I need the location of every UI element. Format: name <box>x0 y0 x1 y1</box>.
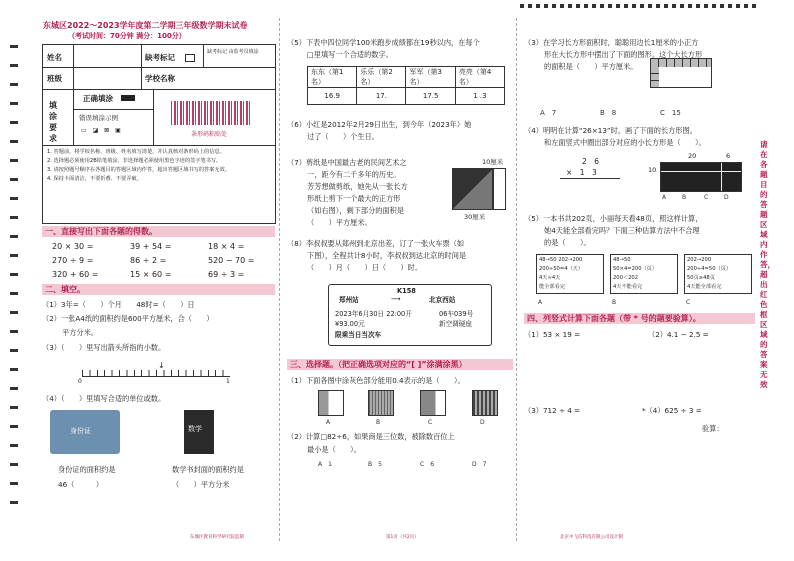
arrow-right-icon: ⟶ <box>391 295 401 303</box>
exam-subtitle: （考试时间：70分钟 满分：100分） <box>68 32 186 40</box>
section3-heading: 三、选择题。（把正确选项对应的“[ ]”涂满涂黑） <box>287 359 513 370</box>
math-item: 320 + 60 = <box>52 270 99 279</box>
fill-q2a: （2）一张A4纸的面积约是600平方厘米，合（ ） <box>42 314 214 323</box>
name-label: 姓名 <box>47 53 62 62</box>
note-line: 1. 答题前，将学校名称、班级、姓名填写清楚，并认真核对条形码上的信息。 <box>47 149 225 155</box>
option-b[interactable]: B <box>682 194 687 201</box>
dim-top-label: 10厘米 <box>482 158 504 166</box>
dim-bottom-label: 30厘米 <box>464 213 486 221</box>
estimate-card: 48→50 50×4=200（页） 200＜202 4天不能看完 <box>610 254 678 294</box>
note-line: 2. 选择题必须使用2B铅笔填涂，非选择题必须使用黑色字迹的签字笔书写。 <box>47 158 222 164</box>
ticket-date: 2023年6月30日 22:00开 <box>335 310 412 318</box>
rect-side-label: 10 <box>648 166 657 174</box>
right-q4a: （4）明明在计算“26×13”时，画了下面的长方形图。 <box>524 126 697 135</box>
barcode-area <box>171 101 251 125</box>
ticket-note: 限乘当日当次车 <box>335 331 382 339</box>
fill-q3: （3）（ ）里写出箭头所指的小数。 <box>42 343 166 352</box>
ticket-class: 新空调硬座 <box>439 320 472 328</box>
mid-q8a: （8）李叔叔要从郑州到北京出差，订了一张火车票（如 <box>287 239 465 248</box>
math-item: 39 + 54 = <box>130 242 172 251</box>
mid-q8b: 下图），全程共计8小时，李叔叔到达北京的时间是 <box>307 251 467 260</box>
check-label: 验算： <box>702 424 724 433</box>
wrong-fill-samples: ▭ ◪ ⊠ ▣ <box>81 127 123 134</box>
math-book-text: 数学书封面的面积约是 <box>172 465 244 474</box>
choice-q1: （1）下面各图中涂灰色部分能用0.4表示的是（ ）。 <box>287 376 465 385</box>
id-card-text: 身份证的面积约是 <box>58 465 116 474</box>
mid-q7f: （ ）平方厘米。 <box>307 218 372 227</box>
option-b[interactable]: B <box>612 299 617 306</box>
right-q5a: （5）一本书共202页，小丽每天看48页，照这样计算， <box>524 214 703 223</box>
right-q3b: 形在大长方形中摆出了下面的图形。这个大长方形 <box>544 50 703 59</box>
choice-q2a: （2）计算□82÷6，如果商是三位数，被除数百位上 <box>287 432 455 441</box>
scan-marks-top <box>520 4 760 8</box>
number-line-end: 1 <box>226 378 230 385</box>
calc-q2: （2）4.1 − 2.5 = <box>648 330 709 339</box>
section2-heading: 二、填空。 <box>42 284 275 295</box>
ticket-from: 郑州站 <box>339 296 359 304</box>
option-a[interactable]: A <box>662 194 667 201</box>
math-book-label: 数学 <box>188 425 202 433</box>
fill-q1: （1）3年=（ ）个月 48时=（ ）日 <box>42 300 195 309</box>
math-item: 15 × 60 = <box>130 270 172 279</box>
math-row <box>52 240 272 254</box>
vertical-multiplication <box>560 156 630 179</box>
estimate-card: 202→200 200÷4=50（页） 50页≥48页 4天能全部看完 <box>684 254 752 294</box>
mid-q5b: □里填写一个合适的数字。 <box>307 50 393 59</box>
choice-q2b: 最小是（ ）。 <box>307 445 361 454</box>
race-cell: 军军（第3名） <box>406 67 455 88</box>
race-cell: 16.9 <box>308 88 357 105</box>
right-q5c: 的是（ ）。 <box>544 238 591 247</box>
fill-label: 填涂要求 <box>49 101 57 143</box>
class-label: 班级 <box>47 74 62 83</box>
math-row <box>52 254 272 268</box>
calc-q3: （3）712 ÷ 4 = <box>524 406 581 415</box>
vert-line1: 2 6 <box>582 157 600 166</box>
number-line-start: 0 <box>78 378 82 385</box>
ticket-seat: 06车039号 <box>439 310 474 318</box>
correct-fill-label: 正确填涂 <box>83 94 113 103</box>
section4-heading: 四、列竖式计算下面各题（带 * 号的题要验算）。 <box>524 313 755 324</box>
option-a[interactable]: A 1 <box>318 461 332 468</box>
math-item: 69 ÷ 3 = <box>208 270 245 279</box>
race-cell: 乐乐（第2名） <box>357 67 406 88</box>
right-q4b: 和左面竖式中圈出部分对应的小长方形是（ ）。 <box>544 138 706 147</box>
correct-fill-sample <box>121 95 135 101</box>
race-table <box>307 66 505 105</box>
figure-b <box>368 390 394 416</box>
option-c[interactable]: C <box>428 419 433 426</box>
math-item: 270 ÷ 9 = <box>52 256 94 265</box>
figure-d <box>472 390 498 416</box>
id-card-answer: 46（ ） <box>58 480 104 489</box>
absent-note: 缺考标记 由监考员填涂 <box>207 49 259 55</box>
option-c[interactable]: C <box>686 299 691 306</box>
option-b[interactable]: B 8 <box>600 109 617 117</box>
math-row <box>52 268 272 282</box>
absent-box[interactable] <box>185 54 195 62</box>
estimation-methods <box>536 254 752 298</box>
id-card-image <box>50 410 120 454</box>
right-q3a: （3）在学习长方形面积时，聪聪用边长1厘米的小正方 <box>524 38 699 47</box>
math-item: 520 − 70 = <box>208 256 255 265</box>
school-label: 学校名称 <box>145 74 175 83</box>
math-book-image <box>184 410 214 454</box>
footer-page: 第1页（共2页） <box>386 535 419 540</box>
option-b[interactable]: B <box>376 419 381 426</box>
scan-marks-left <box>10 40 18 520</box>
race-cell: 亮亮（第4名） <box>455 67 504 88</box>
option-c[interactable]: C <box>704 194 709 201</box>
footer-right: 北京中飞信科技有限公司设计制 <box>560 535 623 540</box>
column-divider <box>279 18 280 541</box>
mid-q5a: （5）下表中四位同学100米跑步成绩都在19秒以内，在每个 <box>287 38 480 47</box>
mid-q7a: （7）剪纸是中国最古老的民间艺术之 <box>287 158 407 167</box>
calc-q4: *（4）625 ÷ 3 = <box>642 406 702 415</box>
option-a[interactable]: A 7 <box>540 109 557 117</box>
figure-a <box>318 390 344 416</box>
math-item: 18 × 4 = <box>208 242 245 251</box>
math-book-answer: （ ）平方分米 <box>172 480 230 489</box>
mid-q6a: （6）小红是2012年2月29日出生，到今年（2023年）她 <box>287 120 472 129</box>
mid-q7e: （如右图），剩下部分的面积是 <box>307 206 405 215</box>
race-cell: 17.5 <box>406 88 455 105</box>
estimate-card: 48→50 202→200 200÷50=4（天） 4天≈4天 能全部看完 <box>536 254 604 294</box>
mid-q7d: 形纸上剪下一个最大的正方形 <box>307 194 401 203</box>
wrong-fill-label: 错误填涂示例 <box>79 114 118 122</box>
math-item: 20 × 30 = <box>52 242 94 251</box>
column-divider <box>516 18 517 541</box>
right-q3c: 的面积是（ ）平方厘米。 <box>544 62 638 71</box>
id-card-label: 身份证 <box>70 427 91 435</box>
info-table <box>42 44 276 224</box>
option-d[interactable]: D 7 <box>472 461 487 468</box>
race-table-header <box>308 67 505 88</box>
rect-top-label-6: 6 <box>726 152 731 160</box>
mid-q7c: 芳芳想做剪纸，她先从一张长方 <box>307 182 408 191</box>
race-cell[interactable]: 1 .3 <box>455 88 504 105</box>
number-line <box>74 361 234 385</box>
note-line: 4. 保持卡面清洁，不要折叠、不要弄破。 <box>47 176 142 182</box>
rect-top-label-20: 20 <box>688 152 697 160</box>
barcode-label: 条形码粘贴处 <box>191 131 228 138</box>
math-item: 86 ÷ 2 = <box>130 256 167 265</box>
exam-title: 东城区2022～2023学年度第二学期三年级数学期末试卷 <box>43 21 248 30</box>
calc-q1: （1）53 × 19 = <box>524 330 581 339</box>
ticket-train: K158 <box>397 287 416 295</box>
absent-label: 缺考标记 <box>145 53 175 62</box>
fill-q2b: 平方分米。 <box>62 328 98 337</box>
paper-cut-figure <box>452 168 506 210</box>
footer-left: 东城区教育科学研究院监制 <box>190 535 244 540</box>
vert-line2: × 1 3 <box>560 167 620 179</box>
side-warning-note: 请在各题目的答题区域内作答，超出红色框区域的答案无效 <box>760 140 775 389</box>
figure-c <box>420 390 446 416</box>
option-b[interactable]: B 5 <box>368 461 382 468</box>
section1-heading: 一、直接写出下面各题的得数。 <box>42 226 275 237</box>
option-a[interactable]: A <box>538 299 543 306</box>
square-tiling-figure <box>650 58 712 88</box>
option-d[interactable]: D <box>724 194 729 201</box>
option-c[interactable]: C 6 <box>420 461 435 468</box>
mental-math-grid <box>52 240 272 282</box>
option-d[interactable]: D <box>480 419 485 426</box>
fill-q4: （4）（ ）里填写合适的单位或数。 <box>42 394 166 403</box>
option-a[interactable]: A <box>326 419 331 426</box>
mid-q8c: （ ）月（ ）日（ ）时。 <box>307 263 423 272</box>
note-line: 3. 请按照题号顺序在各题目的答题区域内作答，超出答题区域书写的答案无效。 <box>47 167 230 173</box>
mid-q6b: 过了（ ）个生日。 <box>307 132 379 141</box>
race-cell: 东东（第1名） <box>308 67 357 88</box>
train-ticket <box>328 284 492 346</box>
choice-q1-figures <box>318 390 508 416</box>
race-cell[interactable]: 17. <box>357 88 406 105</box>
ticket-price: ¥93.00元 <box>335 320 365 328</box>
right-q5b: 她4天能全部看完吗？下面三种估算方法中不合理 <box>544 226 700 235</box>
option-c[interactable]: C 15 <box>660 109 681 117</box>
arrow-icon: ↓ <box>158 361 165 370</box>
mid-q7b: 一，距今有二千多年的历史。 <box>307 170 401 179</box>
exam-notes <box>47 148 271 184</box>
area-rectangle <box>660 162 742 192</box>
ticket-to: 北京西站 <box>429 296 456 304</box>
race-table-row <box>308 88 505 105</box>
